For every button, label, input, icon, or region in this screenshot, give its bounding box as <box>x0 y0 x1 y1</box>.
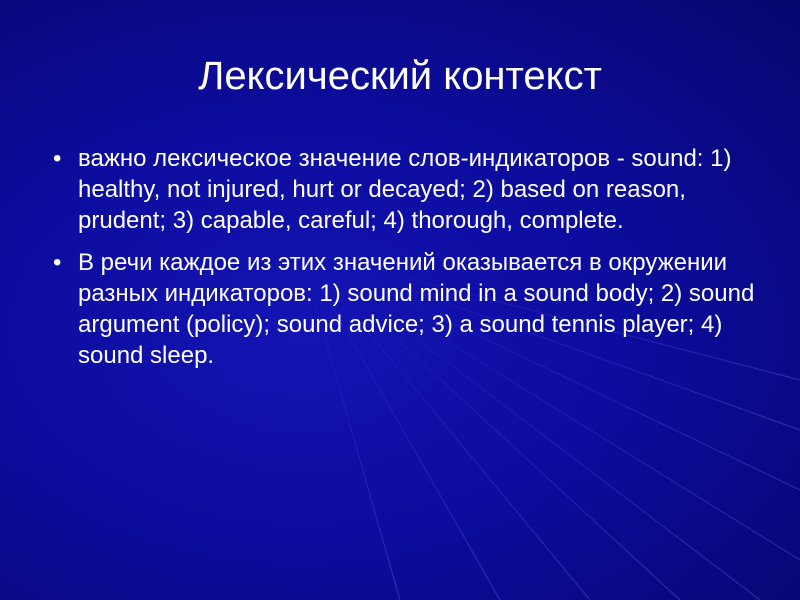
bullet-list <box>50 143 760 382</box>
bullet-item <box>50 247 760 371</box>
bullet-icon: • <box>53 145 62 172</box>
slide-title: Лексический контекст <box>198 54 602 98</box>
bullet-item <box>50 143 760 236</box>
bullet-icon: • <box>53 249 62 276</box>
bullet-text: важно лексическое значение слов-индикаторов - sound: 1) healthy, not injured, hurt or decayed; 2) based on reason, prudent; 3) capable, careful; 4) thorough, complete. <box>78 145 732 234</box>
bullet-text: В речи каждое из этих значений оказывается в окружении разных индикаторов: 1) sound mind in a sound body; 2) sound argument (policy); sound advice; 3) a sound tennis player; 4) sound sleep. <box>78 249 755 369</box>
